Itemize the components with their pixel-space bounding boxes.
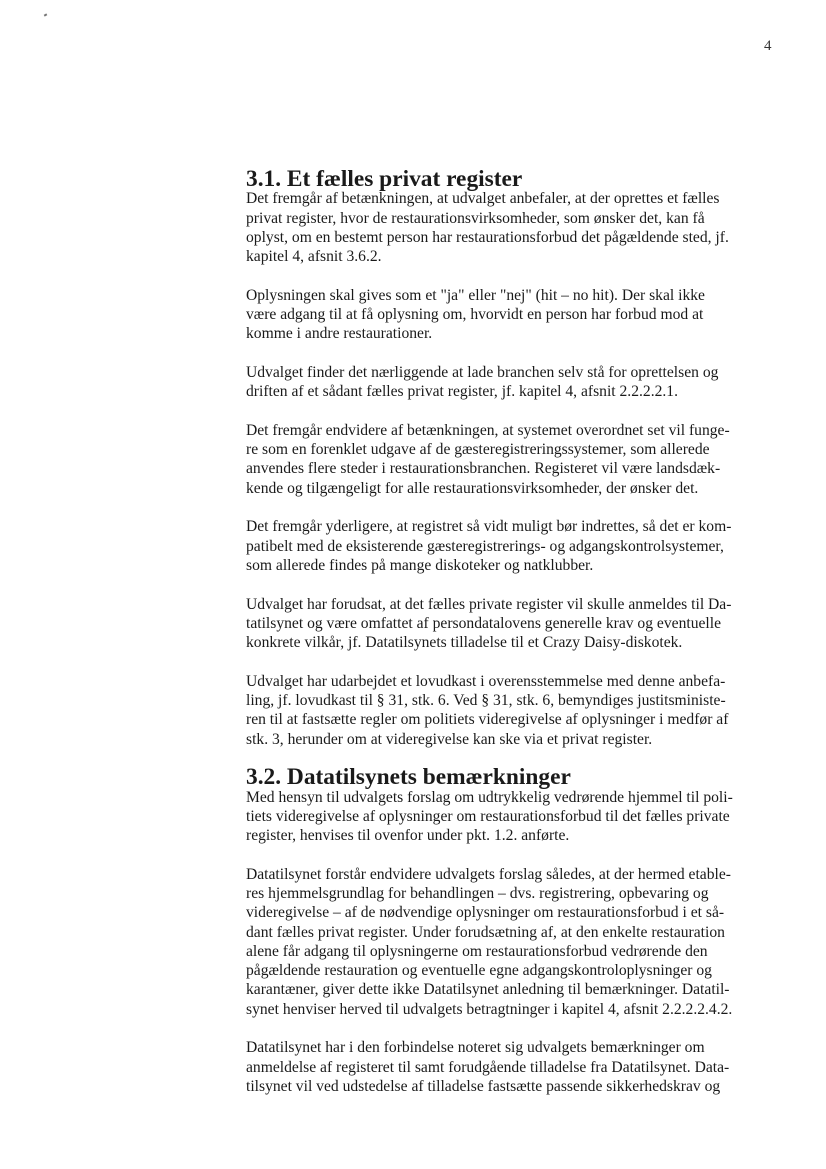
paragraph: Datatilsynet har i den forbindelse noteret sig udvalgets bemærkninger om anmeldelse af registeret til samt forudgående tilladelse fra Datatilsynet. Data- tilsynet vil ved udstedelse af tilladelse fastsætte passende sikkerhedskrav og (246, 1039, 730, 1095)
paragraph: Det fremgår af betænkningen, at udvalget anbefaler, at der oprettes et fælles privat register, hvor de restaurationsvirksomheder, som ønsker det, kan få oplyst, om en bestemt person har restaurationsforbud det pågældende sted, jf. kapitel 4, afsnit 3.6.2. (246, 190, 729, 266)
paragraph: Udvalget har forudsat, at det fælles private register vil skulle anmeldes til Da- tatilsynet og være omfattet af persondatalovens generelle krav og eventuelle konkrete vilkår, jf. Datatilsynets tilladelse til et Crazy Daisy-diskotek. (246, 595, 732, 652)
paragraph: Det fremgår yderligere, at registret så vidt muligt bør indrettes, så det er kom- patibelt med de eksisterende gæsteregistrerings- og adgangskontrolsystemer, som allerede findes på mange diskoteker og natklubber. (246, 518, 732, 574)
paragraph: Det fremgår endvidere af betænkningen, at systemet overordnet set vil funge- re som en forenklet udgave af de gæsteregistreringssystemer, som allerede anvendes flere steder i restaurationsbranchen. Registeret vil være landsdæk- kende og tilgængeligt for alle restaurationsvirksomheder, der ønsker det. (246, 421, 730, 497)
paragraph: Med hensyn til udvalgets forslag om udtrykkelig vedrørende hjemmel til poli- tiets videregivelse af oplysninger om restaurationsforbud til det fælles private register, henvises til ovenfor under pkt. 1.2. anførte. (246, 788, 733, 845)
section-heading: 3.1. Et fælles privat register (246, 166, 523, 192)
section-3-2 (246, 764, 772, 1096)
document-body (246, 166, 772, 1116)
section-3-1 (246, 166, 772, 749)
section-heading: 3.2. Datatilsynets bemærkninger (246, 764, 571, 791)
page-number: 4 (764, 38, 772, 54)
paragraph: Udvalget har udarbejdet et lovudkast i overensstemmelse med denne anbefa- ling, jf. lovudkast til § 31, stk. 6. Ved § 31, stk. 6, bemyndiges justitsministe- ren til at fastsætte regler om politiets videregivelse af oplysninger i medfør af stk. 3, herunder om at videregivelse kan ske via et privat register. (246, 672, 729, 748)
paragraph: Datatilsynet forstår endvidere udvalgets forslag således, at der hermed etable- res hjemmelsgrundlag for behandlingen – dvs. registrering, opbevaring og videregivelse – af de nødvendige oplysninger om restaurationsforbud i et så- dant fælles privat register. Under forudsætning af, at den enkelte restauration alene får adgang til oplysningerne om restaurationsforbud vedrørende den pågældende restauration og eventuelle egne adgangskontroloplysninger og karantæner, giver dette ikke Datatilsynet anledning til bemærkninger. Datatil- synet henviser herved til udvalgets betragtninger i kapitel 4, afsnit 2.2.2.2.4.2. (246, 865, 733, 1018)
scan-artifact (44, 13, 48, 16)
paragraph: Udvalget finder det nærliggende at lade branchen selv stå for oprettelsen og driften af et sådant fælles privat register, jf. kapitel 4, afsnit 2.2.2.2.1. (246, 363, 719, 401)
paragraph: Oplysningen skal gives som et "ja" eller "nej" (hit – no hit). Der skal ikke være adgang til at få oplysning om, hvorvidt en person har forbud mod at komme i andre restaurationer. (246, 286, 705, 343)
